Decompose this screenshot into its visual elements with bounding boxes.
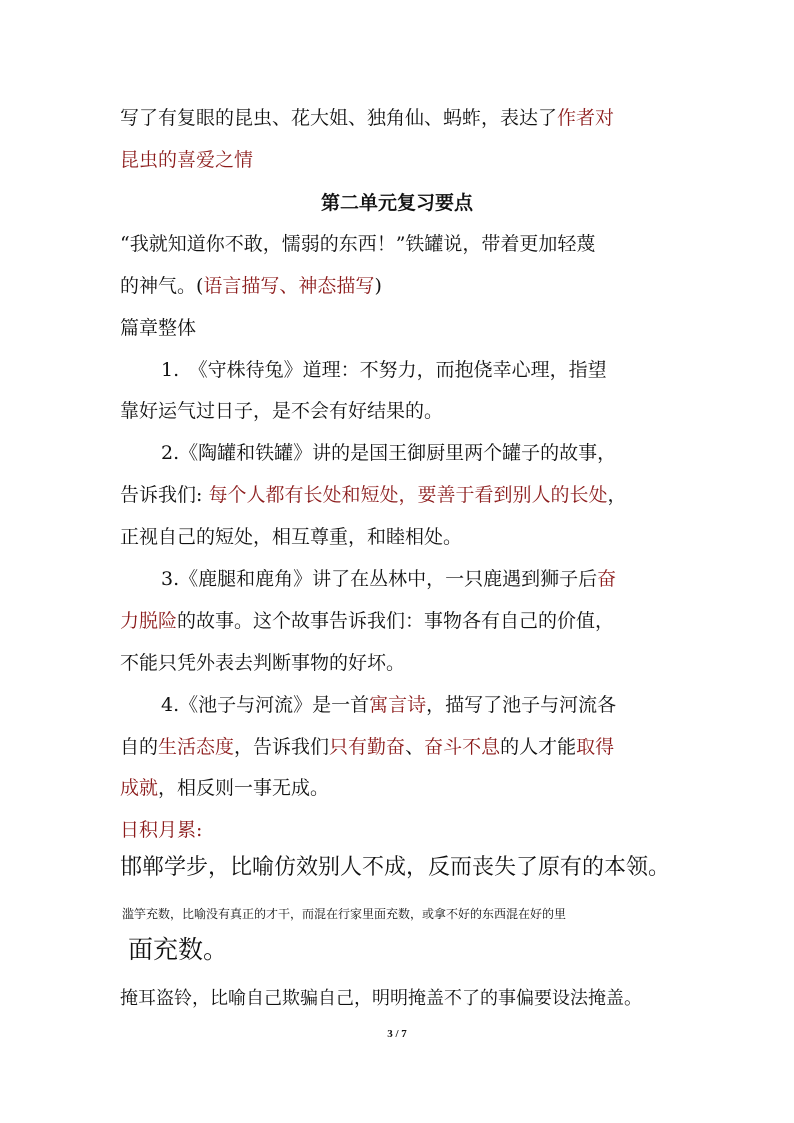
item-4-line-1 bbox=[161, 696, 616, 715]
item-3-text-2: 的故事。这个故事告诉我们：事物各有自己的价值， bbox=[177, 610, 615, 632]
intro-line-1 bbox=[120, 109, 614, 128]
item-3-text: 3.《鹿腿和鹿角》讲了在丛林中，一只鹿遇到狮子后 bbox=[161, 568, 598, 590]
item-2-punct: ， bbox=[607, 484, 627, 506]
chapter-heading: 篇章整体 bbox=[120, 317, 197, 339]
item-3-line-2 bbox=[120, 612, 614, 631]
item-4-highlight-attitude: 生活态度 bbox=[158, 736, 235, 758]
idiom-lanyu-line-2: 面充数。 bbox=[128, 935, 229, 964]
item-4-text-4: ，告诉我们 bbox=[234, 736, 330, 758]
section-title: 第二单元复习要点 bbox=[320, 192, 473, 214]
item-1-line-2: 靠好运气过日子，是不会有好结果的。 bbox=[120, 400, 444, 422]
item-2-highlight: 每个人都有长处和短处，要善于看到别人的长处 bbox=[208, 484, 608, 506]
quote-line-2 bbox=[120, 277, 382, 296]
item-1-line-1: 1. 《守株待兔》道理：不努力，而抱侥幸心理，指望 bbox=[161, 359, 607, 381]
item-2-line-3: 正视自己的短处，相互尊重，和睦相处。 bbox=[120, 526, 463, 548]
intro-line-2: 昆虫的喜爱之情 bbox=[120, 149, 254, 171]
item-4-line-3 bbox=[120, 779, 329, 798]
item-4-text-3: 自的 bbox=[120, 736, 159, 758]
item-4-text-6: ，相反则一事无成。 bbox=[158, 777, 330, 799]
item-4-highlight-genre: 寓言诗 bbox=[369, 694, 427, 716]
intro-highlight: 作者对 bbox=[557, 107, 615, 129]
item-3-line-1 bbox=[161, 570, 616, 589]
page-number: 3 / 7 bbox=[387, 1028, 407, 1040]
intro-text: 写了有复眼的昆虫、花大姐、独角仙、蚂蚱，表达了 bbox=[120, 107, 558, 129]
item-4-highlight-achieve-a: 取得 bbox=[576, 736, 615, 758]
item-4-highlight-achieve-b: 成就 bbox=[120, 777, 159, 799]
item-4-punct: 、 bbox=[405, 736, 425, 758]
quote-line-1: “我就知道你不敢，懦弱的东西！”铁罐说，带着更加轻蔑 bbox=[120, 233, 596, 255]
item-4-highlight-strive: 奋斗不息 bbox=[424, 736, 501, 758]
idiom-lanyu-line-1: 滥竽充数，比喻没有真正的才干，而混在行家里面充数，或拿不好的东西混在好的里 bbox=[122, 907, 567, 921]
item-4-highlight-diligent: 只有勤奋 bbox=[329, 736, 406, 758]
item-3-highlight-a: 奋 bbox=[597, 568, 617, 590]
daily-heading: 日积月累: bbox=[120, 819, 203, 841]
item-3-highlight-b: 力脱险 bbox=[120, 610, 178, 632]
item-3-line-3: 不能只凭外表去判断事物的好坏。 bbox=[120, 652, 406, 674]
item-2-line-1: 2.《陶罐和铁罐》讲的是国王御厨里两个罐子的故事， bbox=[161, 442, 617, 464]
idiom-handan: 邯郸学步，比喻仿效别人不成，反而丧失了原有的本领。 bbox=[120, 855, 671, 880]
item-4-text: 4.《池子与河流》是一首 bbox=[161, 694, 370, 716]
item-2-text: 告诉我们: bbox=[120, 484, 209, 506]
item-4-text-5: 的人才能 bbox=[500, 736, 577, 758]
item-4-line-2 bbox=[120, 738, 614, 757]
quote-text: 的神气。( bbox=[120, 275, 204, 297]
item-2-line-2 bbox=[120, 486, 626, 505]
idiom-yaner: 掩耳盗铃，比喻自己欺骗自己，明明掩盖不了的事偏要设法掩盖。 bbox=[120, 988, 642, 1009]
quote-text-end: ) bbox=[374, 275, 382, 297]
quote-annotation: 语言描写、神态描写 bbox=[203, 275, 375, 297]
item-4-text-2: ，描写了池子与河流各 bbox=[426, 694, 617, 716]
